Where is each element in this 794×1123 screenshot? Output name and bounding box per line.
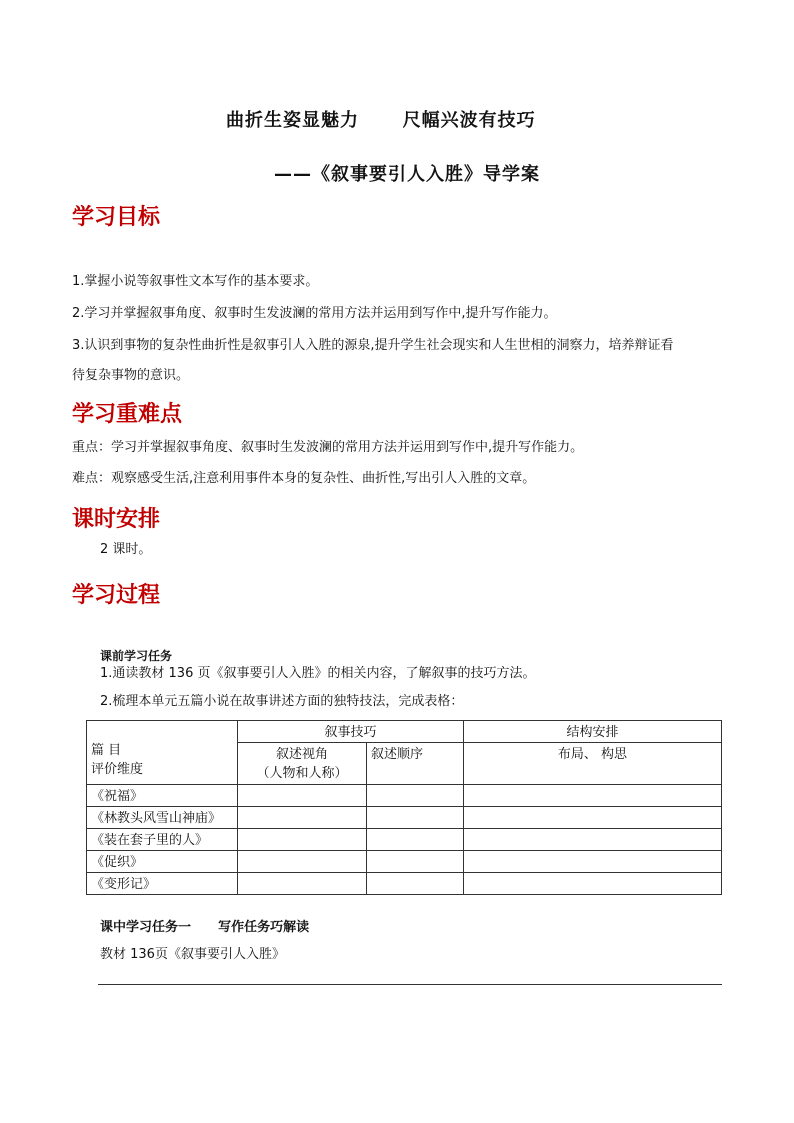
objective-item-1: 1.掌握小说等叙事性文本写作的基本要求。 <box>72 274 319 289</box>
objective-item-3-cont: 待复杂事物的意识。 <box>72 368 190 383</box>
section-heading-focus: 学习重难点 <box>72 402 183 427</box>
section-heading-objectives: 学习目标 <box>72 205 161 230</box>
pre-task-1: 1.通读教材 136 页《叙事要引人入胜》的相关内容，了解叙事的技巧方法。 <box>100 666 536 681</box>
analysis-table <box>86 720 722 895</box>
header-label-title: 篇 目 <box>91 743 122 758</box>
header-col-perspective <box>238 743 367 785</box>
table-cell-empty[interactable] <box>464 873 722 895</box>
table-cell-empty[interactable] <box>238 785 367 807</box>
pre-task-2: 2.梳理本单元五篇小说在故事讲述方面的独特技法，完成表格： <box>100 694 464 709</box>
section-heading-process: 学习过程 <box>72 583 161 608</box>
table-cell-empty[interactable] <box>464 829 722 851</box>
table-cell-empty[interactable] <box>464 785 722 807</box>
table-cell-empty[interactable] <box>238 873 367 895</box>
table-row-title: 《祝福》 <box>87 785 238 807</box>
table-row-title: 《林教头风雪山神庙》 <box>87 807 238 829</box>
header-col-layout: 布局、 构思 <box>464 743 722 785</box>
answer-line <box>98 984 722 985</box>
focus-difficult: 难点：观察感受生活,注意利用事件本身的复杂性、曲折性,写出引人入胜的文章。 <box>72 471 536 486</box>
table-cell-empty[interactable] <box>238 807 367 829</box>
col-perspective-label: 叙述视角 <box>275 747 328 762</box>
col-perspective-sub: （人物和人称） <box>256 766 348 781</box>
table-cell-empty[interactable] <box>238 829 367 851</box>
pre-task-title: 课前学习任务 <box>100 649 173 663</box>
focus-key: 重点：学习并掌握叙事角度、叙事时生发波澜的常用方法并运用到写作中,提升写作能力。 <box>72 440 584 455</box>
table-cell-empty[interactable] <box>367 829 464 851</box>
document-title: 曲折生姿显魅力 尺幅兴波有技巧 <box>226 110 536 131</box>
table-cell-empty[interactable] <box>367 807 464 829</box>
header-label-dimension: 评价维度 <box>91 762 144 777</box>
table-cell-empty[interactable] <box>238 851 367 873</box>
table-cell-empty[interactable] <box>464 807 722 829</box>
document-subtitle: ——《叙事要引人入胜》导学案 <box>274 164 540 185</box>
in-task-title: 课中学习任务一 写作任务巧解读 <box>100 920 310 935</box>
schedule-text: 2 课时。 <box>100 542 152 557</box>
table-row-title: 《装在套子里的人》 <box>87 829 238 851</box>
section-heading-schedule: 课时安排 <box>72 507 161 532</box>
header-group-structure: 结构安排 <box>464 721 722 743</box>
header-col-order: 叙述顺序 <box>367 743 464 785</box>
table-row-title: 《变形记》 <box>87 873 238 895</box>
table-cell-empty[interactable] <box>367 873 464 895</box>
objective-item-2: 2.学习并掌握叙事角度、叙事时生发波澜的常用方法并运用到写作中,提升写作能力。 <box>72 306 557 321</box>
table-cell-empty[interactable] <box>367 851 464 873</box>
objective-item-3: 3.认识到事物的复杂性曲折性是叙事引人入胜的源泉,提升学生社会现实和人生世相的洞察力，培养辩证看 <box>72 338 674 353</box>
table-cell-empty[interactable] <box>367 785 464 807</box>
table-cell-empty[interactable] <box>464 851 722 873</box>
table-row-title: 《促织》 <box>87 851 238 873</box>
in-task-text: 教材 136页《叙事要引人入胜》 <box>100 947 285 962</box>
table-header-label <box>87 721 238 785</box>
header-group-narrative: 叙事技巧 <box>238 721 464 743</box>
